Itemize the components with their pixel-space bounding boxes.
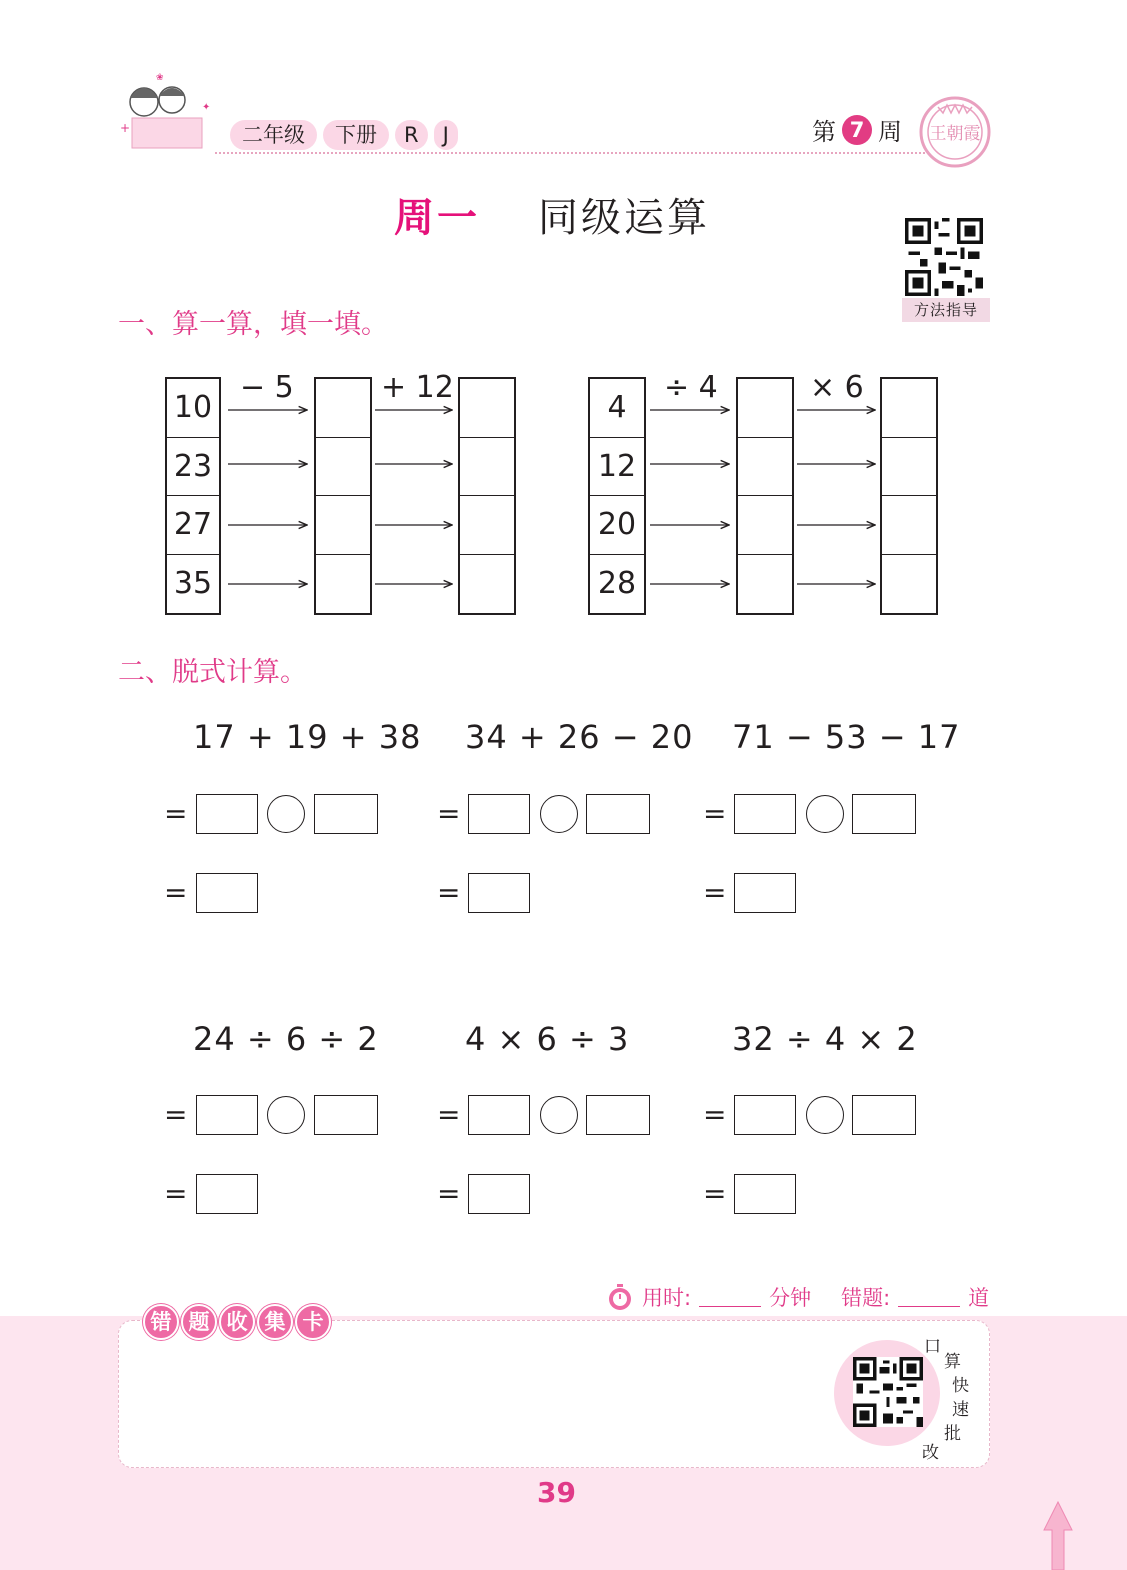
edition-letter-r: R xyxy=(395,120,428,150)
answer-box[interactable] xyxy=(468,1095,530,1135)
answer-box[interactable] xyxy=(196,794,258,834)
answer-box[interactable] xyxy=(586,1095,650,1135)
card-title-char: 题 xyxy=(181,1304,217,1340)
quick-grade-char: 批 xyxy=(944,1424,961,1444)
input-cell: 10 xyxy=(167,379,219,438)
answer-box[interactable] xyxy=(734,873,796,913)
quick-grade-char: 速 xyxy=(952,1400,969,1420)
answer-cell[interactable] xyxy=(882,438,936,497)
input-column-1 xyxy=(165,377,221,615)
equals-sign: = xyxy=(703,797,727,830)
time-blank[interactable] xyxy=(699,1288,761,1307)
answer-cell[interactable] xyxy=(738,438,792,497)
svg-text:王朝霞: 王朝霞 xyxy=(929,124,981,144)
operator-circle[interactable] xyxy=(540,795,578,833)
card-title-char: 收 xyxy=(219,1304,255,1340)
expression: 17 + 19 + 38 xyxy=(193,718,422,756)
answer-box[interactable] xyxy=(586,794,650,834)
mistake-card-title xyxy=(143,1304,331,1340)
answer-box[interactable] xyxy=(196,873,258,913)
equals-sign: = xyxy=(437,876,461,909)
answer-box[interactable] xyxy=(314,794,378,834)
answer-cell[interactable] xyxy=(316,496,370,555)
expression: 4 × 6 ÷ 3 xyxy=(465,1020,630,1058)
answer-column xyxy=(458,377,516,615)
equals-sign: = xyxy=(437,1177,461,1210)
answer-cell[interactable] xyxy=(460,555,514,614)
day-title: 周一 xyxy=(394,195,480,241)
answer-box[interactable] xyxy=(468,794,530,834)
expression: 71 − 53 − 17 xyxy=(732,718,961,756)
input-cell: 35 xyxy=(173,565,213,601)
errors-unit: 道 xyxy=(968,1286,990,1310)
method-guide-caption: 方法指导 xyxy=(902,298,990,322)
grade-label: 二年级 xyxy=(230,120,317,150)
stopwatch-icon xyxy=(606,1283,634,1311)
answer-cell[interactable] xyxy=(882,496,936,555)
answer-box[interactable] xyxy=(852,794,916,834)
week-suffix: 周 xyxy=(878,118,902,146)
quick-grade-char: 算 xyxy=(944,1352,961,1372)
answer-cell[interactable] xyxy=(882,555,936,614)
equals-sign: = xyxy=(164,1098,188,1131)
input-cell: 23 xyxy=(167,438,219,497)
week-prefix: 第 xyxy=(812,118,836,146)
answer-cell[interactable] xyxy=(316,438,370,497)
input-column-2 xyxy=(588,377,646,615)
equals-sign: = xyxy=(703,1177,727,1210)
quick-grade-char: 快 xyxy=(952,1376,969,1396)
equals-sign: = xyxy=(703,876,727,909)
week-number-badge: 7 xyxy=(842,115,872,145)
operation-label: × 6 xyxy=(810,370,864,405)
section2-heading: 二、脱式计算。 xyxy=(118,657,307,688)
answer-cell[interactable] xyxy=(738,496,792,555)
expression: 24 ÷ 6 ÷ 2 xyxy=(193,1020,379,1058)
equals-sign: = xyxy=(703,1098,727,1131)
answer-box[interactable] xyxy=(734,1174,796,1214)
operator-circle[interactable] xyxy=(267,795,305,833)
answer-cell[interactable] xyxy=(738,379,792,438)
input-cell: 27 xyxy=(167,496,219,555)
answer-box[interactable] xyxy=(196,1174,258,1214)
edition-letter-j: J xyxy=(434,120,458,150)
topic-title: 同级运算 xyxy=(538,195,710,241)
equals-sign: = xyxy=(164,797,188,830)
equals-sign: = xyxy=(164,876,188,909)
equals-sign: = xyxy=(164,1177,188,1210)
answer-column xyxy=(736,377,794,615)
input-cell: 4 xyxy=(590,379,644,438)
errors-label: 错题: xyxy=(841,1286,891,1310)
answer-cell[interactable] xyxy=(738,555,792,614)
input-cell: 12 xyxy=(590,438,644,497)
answer-column xyxy=(880,377,938,615)
operator-circle[interactable] xyxy=(267,1096,305,1134)
svg-text:+: + xyxy=(120,121,131,135)
answer-cell[interactable] xyxy=(316,555,370,614)
quick-grade-char: 改 xyxy=(922,1443,939,1463)
time-unit: 分钟 xyxy=(769,1286,812,1310)
answer-cell[interactable] xyxy=(460,379,514,438)
quick-grade-char: 口 xyxy=(924,1337,941,1357)
input-cell: 28 xyxy=(597,565,637,601)
qr-code-icon[interactable] xyxy=(853,1357,923,1427)
answer-column xyxy=(314,377,372,615)
card-title-char: 错 xyxy=(143,1304,179,1340)
input-cell: 20 xyxy=(590,496,644,555)
answer-cell[interactable] xyxy=(882,379,936,438)
operator-circle[interactable] xyxy=(806,1096,844,1134)
expression: 34 + 26 − 20 xyxy=(465,718,694,756)
answer-box[interactable] xyxy=(468,873,530,913)
errors-blank[interactable] xyxy=(898,1288,960,1307)
operation-label: − 5 xyxy=(240,370,294,405)
volume-label: 下册 xyxy=(323,120,389,150)
answer-cell[interactable] xyxy=(460,438,514,497)
time-label: 用时: xyxy=(642,1286,692,1310)
up-arrow-icon xyxy=(1040,1500,1076,1570)
svg-text:✦: ✦ xyxy=(202,102,211,113)
answer-box[interactable] xyxy=(314,1095,378,1135)
svg-text:❀: ❀ xyxy=(156,73,164,83)
answer-box[interactable] xyxy=(852,1095,916,1135)
answer-box[interactable] xyxy=(734,1095,796,1135)
card-title-char: 集 xyxy=(257,1304,293,1340)
expression: 32 ÷ 4 × 2 xyxy=(732,1020,918,1058)
answer-box[interactable] xyxy=(468,1174,530,1214)
answer-box[interactable] xyxy=(734,794,796,834)
answer-cell[interactable] xyxy=(460,496,514,555)
card-title-char: 卡 xyxy=(295,1304,331,1340)
operation-label: + 12 xyxy=(381,370,454,405)
operation-label: ÷ 4 xyxy=(664,370,718,405)
equals-sign: = xyxy=(437,797,461,830)
operator-circle[interactable] xyxy=(540,1096,578,1134)
time-and-errors-row xyxy=(606,1282,989,1312)
equals-sign: = xyxy=(437,1098,461,1131)
page-number: 39 xyxy=(537,1476,576,1509)
operator-circle[interactable] xyxy=(806,795,844,833)
answer-cell[interactable] xyxy=(316,379,370,438)
section1-heading: 一、算一算，填一填。 xyxy=(118,309,388,340)
answer-box[interactable] xyxy=(196,1095,258,1135)
